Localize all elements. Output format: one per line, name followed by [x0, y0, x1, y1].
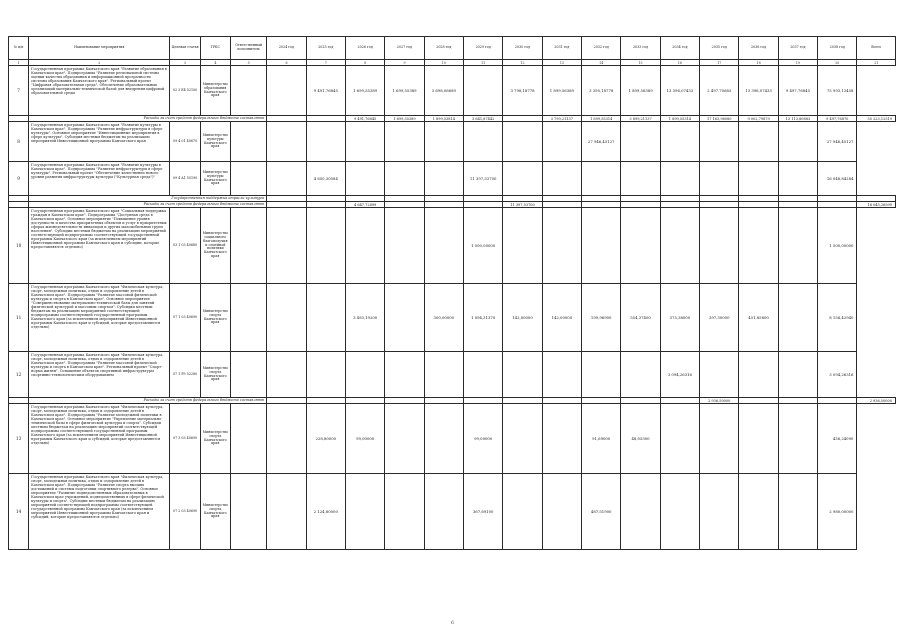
- value-cell: [542, 122, 581, 162]
- value-cell: [230, 474, 266, 550]
- value-cell: 13 113,80883: [778, 116, 817, 122]
- row-number-cell: 12: [9, 352, 29, 398]
- value-cell: 1 899,56389: [542, 66, 581, 116]
- table-row: [9, 404, 896, 474]
- value-cell: [778, 284, 817, 352]
- value-cell: [660, 162, 699, 196]
- subtotal-label: Расходы за счет средств федерального бюджета составляют: [29, 116, 267, 122]
- column-number-cell: 6: [267, 60, 306, 66]
- column-number-cell: 1: [9, 60, 29, 66]
- table-body: [9, 66, 896, 550]
- header-cell: 2037 год: [778, 37, 817, 60]
- value-cell: [424, 122, 463, 162]
- value-cell: [385, 162, 424, 196]
- value-cell: [542, 404, 581, 474]
- row-number-cell: 11: [9, 284, 29, 352]
- page-number: 6: [450, 620, 455, 626]
- header-cell: 2038 год: [818, 37, 857, 60]
- value-cell: [778, 208, 817, 284]
- value-cell: [306, 208, 345, 284]
- measure-name-cell: Государственная программа Камчатского края "Физическая культура, спорт, молодежная политика, отдых и оздоровление детей в Камчатском крае". Подпрограмма "Развитие массовой физической культуры и спорта в Камчатском крае". Основное мероприятие "Совершенствование материально-технической базы для занятий физической культурой и массовым спортом". Субсидии местным бюджетам на реализацию мероприятий соответствующей подпрограммы соответствующей государственной программы Камчатского края (за исключением мероприятий Инвестиционной программы Камчатского края и субсидий, которые предоставляются отдельно): [29, 284, 170, 352]
- header-cell: 2033 год: [621, 37, 660, 60]
- value-cell: [424, 352, 463, 398]
- measure-name-cell: Государственная программа Камчатского края "Развитие культуры в Камчатском крае". Подпрограмма "Развитие инфраструктуры в сфере культуры". Региональный проект "Обеспечение качественно нового уровня развития инфраструктуры культуры ("Культурная среда")": [29, 162, 170, 196]
- value-cell: 91,69000: [582, 404, 621, 474]
- value-cell: [503, 474, 542, 550]
- value-cell: 4 650,30584: [306, 162, 345, 196]
- header-cell: Ответственный исполнитель: [230, 37, 266, 60]
- value-cell: [464, 66, 503, 116]
- target-article-cell: 07 1 03 40690: [170, 284, 200, 352]
- value-cell: 13 396,07433: [739, 66, 778, 116]
- column-number-cell: 2: [29, 60, 170, 66]
- target-article-cell: 02 3 E4 52100: [170, 66, 200, 116]
- value-cell: 11 397,53700: [464, 162, 503, 196]
- total-cell: 27 946,45127: [818, 122, 857, 162]
- total-cell: 3 094,26316: [818, 352, 857, 398]
- row-number-cell: 14: [9, 474, 29, 550]
- value-cell: [700, 208, 739, 284]
- header-cell: 2035 год: [700, 37, 739, 60]
- value-cell: 1 500,00000: [464, 208, 503, 284]
- grbs-cell: Министерство культуры Камчатского края: [200, 162, 230, 196]
- total-cell: 75 993,13458: [818, 66, 857, 116]
- column-number-cell: 13: [542, 60, 581, 66]
- header-cell: 2036 год: [739, 37, 778, 60]
- header-cell: 2027 год: [385, 37, 424, 60]
- value-cell: 3 899,21137: [621, 116, 660, 122]
- value-cell: [464, 122, 503, 162]
- target-article-cell: 09 4 A1 55190: [170, 162, 200, 196]
- value-cell: [230, 66, 266, 116]
- value-cell: [582, 352, 621, 398]
- value-cell: 397,30000: [700, 284, 739, 352]
- value-cell: [385, 208, 424, 284]
- table-header-row: [9, 37, 896, 60]
- value-cell: [306, 284, 345, 352]
- column-number-cell: 4: [200, 60, 230, 66]
- value-cell: [267, 284, 306, 352]
- table-row: [9, 284, 896, 352]
- value-cell: [230, 352, 266, 398]
- value-cell: 1 699,55389: [385, 116, 424, 122]
- value-cell: [267, 122, 306, 162]
- row-number-cell: 8: [9, 122, 29, 162]
- column-number-cell: 18: [739, 60, 778, 66]
- column-number-cell: 17: [700, 60, 739, 66]
- header-cell: 2030 год: [503, 37, 542, 60]
- value-cell: 199,96900: [582, 284, 621, 352]
- total-cell: 2 980,00000: [818, 474, 857, 550]
- value-cell: [230, 122, 266, 162]
- value-cell: [385, 284, 424, 352]
- value-cell: 2 497,70683: [700, 66, 739, 116]
- table-row: [9, 66, 896, 116]
- value-cell: 3 798,18778: [503, 66, 542, 116]
- value-cell: [267, 474, 306, 550]
- value-cell: 9 497,76845: [778, 66, 817, 116]
- value-cell: 3 641,87442: [464, 116, 503, 122]
- value-cell: [267, 208, 306, 284]
- column-number-cell: 16: [660, 60, 699, 66]
- value-cell: 9 002,79879: [739, 116, 778, 122]
- value-cell: 554,37400: [621, 284, 660, 352]
- header-cell: 2034 год: [660, 37, 699, 60]
- value-cell: 228,80000: [306, 404, 345, 474]
- total-cell: 16 048,84284: [818, 162, 857, 196]
- value-cell: [503, 352, 542, 398]
- value-cell: 451,85800: [739, 284, 778, 352]
- value-cell: [582, 208, 621, 284]
- subtotal-label: Расходы за счет средств федерального бюджета составляют: [29, 202, 267, 208]
- column-number-cell: 9: [385, 60, 424, 66]
- row-number-cell: 9: [9, 162, 29, 196]
- value-cell: [503, 208, 542, 284]
- total-cell: 55 223,12519: [857, 116, 896, 122]
- value-cell: [345, 122, 384, 162]
- value-cell: 142,00000: [542, 284, 581, 352]
- value-cell: [660, 122, 699, 162]
- value-cell: [660, 474, 699, 550]
- value-cell: 3 493,19200: [345, 284, 384, 352]
- value-cell: [621, 352, 660, 398]
- value-cell: 367,69100: [464, 474, 503, 550]
- value-cell: [778, 404, 817, 474]
- value-cell: 9 497,76870: [818, 116, 857, 122]
- value-cell: [621, 162, 660, 196]
- value-cell: [503, 122, 542, 162]
- target-article-cell: 07 2 03 40690: [170, 474, 200, 550]
- header-cell: 2024 год: [267, 37, 306, 60]
- value-cell: 1 094,31370: [464, 284, 503, 352]
- target-article-cell: 03 1 03 40680: [170, 208, 200, 284]
- value-cell: 142,00000: [503, 284, 542, 352]
- value-cell: [267, 66, 306, 116]
- table-row: [9, 474, 896, 550]
- value-cell: 1 699,55389: [385, 66, 424, 116]
- table-row: [9, 352, 896, 398]
- value-cell: 3 799,21137: [542, 116, 581, 122]
- measure-name-cell: Государственная программа Камчатского края "Физическая культура, спорт, молодежная политика, отдых и оздоровление детей в Камчатском крае". Подпрограмма "Развитие спорта высших достижений и системы подготовки спортивного резерва". Основное мероприятие "Развитие подведомственных образовательных в Камчатском крае учреждений, подведомственных в сфере физической культуры и спорта". Субсидии местным бюджетам на реализацию мероприятий соответствующей подпрограммы соответствующей государственной программы Камчатского края (за исключением мероприятий Инвестиционной программы Камчатского края и субсидий, которые предоставляются отдельно): [29, 474, 170, 550]
- value-cell: 2 124,80000: [306, 474, 345, 550]
- value-cell: [345, 162, 384, 196]
- value-cell: [542, 474, 581, 550]
- grbs-cell: Министерство спорта Камчатского края: [200, 352, 230, 398]
- header-cell: Наименование мероприятия: [29, 37, 170, 60]
- value-cell: [778, 474, 817, 550]
- value-cell: [660, 404, 699, 474]
- column-number-cell: 19: [778, 60, 817, 66]
- value-cell: 1 899,56389: [621, 66, 660, 116]
- column-number-cell: 10: [424, 60, 463, 66]
- value-cell: [424, 162, 463, 196]
- value-cell: [739, 208, 778, 284]
- row-number-cell: 13: [9, 404, 29, 474]
- value-cell: [345, 352, 384, 398]
- column-number-cell: 8: [345, 60, 384, 66]
- grbs-cell: Министерство социального благополучия и семейной политики Камчатского края: [200, 208, 230, 284]
- header-cell: Целевая статья: [170, 37, 200, 60]
- value-cell: [230, 404, 266, 474]
- header-cell: ГРБС: [200, 37, 230, 60]
- value-cell: [542, 208, 581, 284]
- table-row: [9, 208, 896, 284]
- value-cell: 487,51900: [582, 474, 621, 550]
- value-cell: [230, 284, 266, 352]
- value-cell: [739, 122, 778, 162]
- header-cell: 2029 год: [464, 37, 503, 60]
- value-cell: [267, 404, 306, 474]
- value-cell: [700, 162, 739, 196]
- measure-name-cell: Государственная программа Камчатского края "Развитие образования в Камчатском крае". Подпрограмма "Развитие региональной системы оценки качества образования и информационной прозрачности системы образования Камчатского края". Региональный проект "Цифровая образовательная среда". Обеспечение образовательных организаций материально-технической базой для внедрения цифровой образовательной среды: [29, 66, 170, 116]
- value-cell: [385, 122, 424, 162]
- value-cell: 3 698,06689: [424, 66, 463, 116]
- value-cell: [660, 208, 699, 284]
- grbs-cell: Министерство культуры Камчатского края: [200, 122, 230, 162]
- subtotal-label: Расходы за счет средств федерального бюджета составляют: [29, 398, 267, 404]
- grbs-cell: Министерство спорта Камчатского края: [200, 474, 230, 550]
- header-cell: 2028 год: [424, 37, 463, 60]
- value-cell: [267, 162, 306, 196]
- column-number-cell: 20: [818, 60, 857, 66]
- target-article-cell: 07 1 P5 52280: [170, 352, 200, 398]
- column-number-cell: 21: [857, 60, 896, 66]
- value-cell: [306, 122, 345, 162]
- value-cell: [700, 404, 739, 474]
- value-cell: [621, 474, 660, 550]
- header-cell: № п/п: [9, 37, 29, 60]
- value-cell: 300,00000: [424, 284, 463, 352]
- header-cell: 2032 год: [582, 37, 621, 60]
- value-cell: 1 899,53814: [424, 116, 463, 122]
- header-cell: Всего: [857, 37, 896, 60]
- column-number-cell: 3: [170, 60, 200, 66]
- total-cell: 8 156,42940: [818, 284, 857, 352]
- value-cell: 375,38000: [660, 284, 699, 352]
- header-cell: 2031 год: [542, 37, 581, 60]
- value-cell: [739, 404, 778, 474]
- value-cell: [778, 122, 817, 162]
- value-cell: 9 491,76845: [306, 66, 345, 116]
- value-cell: [542, 162, 581, 196]
- total-cell: 436,24090: [818, 404, 857, 474]
- grbs-cell: Министерство образования Камчатского края: [200, 66, 230, 116]
- header-cell: 2025 год: [306, 37, 345, 60]
- measure-name-cell: Государственная программа Камчатского края "Физическая культура, спорт, молодежная политика, отдых и оздоровление детей в Камчатском крае". Подпрограмма "Развитие молодежной политики в Камчатском крае". Основное мероприятие "Укрепление материально-технической базы в сфере физической культуры и спорта". Субсидии местным бюджетам на реализацию мероприятий соответствующей подпрограммы соответствующей государственной программы Камчатского края (за исключением мероприятий Инвестиционной программы Камчатского края и субсидий, которые предоставляются отдельно): [29, 404, 170, 474]
- value-cell: [424, 404, 463, 474]
- value-cell: [385, 474, 424, 550]
- value-cell: [621, 122, 660, 162]
- value-cell: [739, 162, 778, 196]
- value-cell: 27 946,45127: [582, 122, 621, 162]
- table-row: [9, 162, 896, 196]
- value-cell: 1 899,55314: [660, 116, 699, 122]
- value-cell: 3 395,18778: [582, 66, 621, 116]
- value-cell: 13 396,07433: [660, 66, 699, 116]
- table-row: [9, 122, 896, 162]
- column-number-cell: 7: [306, 60, 345, 66]
- value-cell: 48,05300: [621, 404, 660, 474]
- value-cell: [778, 352, 817, 398]
- value-cell: [345, 208, 384, 284]
- total-cell: 16 045,26599: [857, 202, 896, 208]
- value-cell: [345, 474, 384, 550]
- value-cell: 1 899,55314: [582, 116, 621, 122]
- value-cell: [542, 352, 581, 398]
- value-cell: [306, 352, 345, 398]
- measure-name-cell: Государственная программа Камчатского края "Физическая культура, спорт, молодежная политика, отдых и оздоровление детей в Камчатском крае". Подпрограмма "Развитие массовой физической культуры и спорта в Камчатском крае". Региональный проект "Спорт-норма жизни". Оснащение объектов спортивной инфраструктуры спортивно-технологическим оборудованием: [29, 352, 170, 398]
- value-cell: [230, 208, 266, 284]
- value-cell: [230, 162, 266, 196]
- value-cell: [700, 474, 739, 550]
- value-cell: 2 936,50000: [700, 398, 739, 404]
- value-cell: [464, 352, 503, 398]
- column-number-cell: 5: [230, 60, 266, 66]
- value-cell: [621, 208, 660, 284]
- value-cell: [778, 162, 817, 196]
- column-number-cell: 14: [582, 60, 621, 66]
- column-number-cell: 12: [503, 60, 542, 66]
- target-article-cell: 09 4 01 40670: [170, 122, 200, 162]
- column-number-cell: 11: [464, 60, 503, 66]
- value-cell: [424, 208, 463, 284]
- program-table: [8, 36, 896, 550]
- target-article-cell: 07 3 03 40690: [170, 404, 200, 474]
- value-cell: 3 094,26316: [660, 352, 699, 398]
- measure-name-cell: Государственная программа Камчатского края "Социальная поддержка граждан в Камчатском крае". Подпрограмма "Доступная среда в Камчатском крае". Основное мероприятие "Повышение уровня доступности и качества приоритетных объектов и услуг в приоритетных сферах жизнедеятельности инвалидов и других маломобильных групп населения". Субсидии местным бюджетам на реализацию мероприятий соответствующей подпрограммы соответствующей государственной программы Камчатского края (за исключением мероприятий Инвестиционной программы Камчатского края и субсидии, которые предоставляются отдельно): [29, 208, 170, 284]
- value-cell: [267, 352, 306, 398]
- row-number-cell: 10: [9, 208, 29, 284]
- value-cell: 9 491,76845: [345, 116, 384, 122]
- value-cell: [700, 122, 739, 162]
- total-cell: 1 500,00000: [818, 208, 857, 284]
- measure-name-cell: Государственная программа Камчатского края "Развитие культуры в Камчатском крае". Подпрограмма "Развитие инфраструктуры в сфере культуры". Основное мероприятие "Инвестиционные мероприятия в сфере культуры". Субсидия местным бюджетам на реализацию мероприятий Инвестиционной программы Камчатского края: [29, 122, 170, 162]
- value-cell: [739, 474, 778, 550]
- value-cell: [700, 352, 739, 398]
- value-cell: [385, 404, 424, 474]
- row-number-cell: 7: [9, 66, 29, 116]
- value-cell: [424, 474, 463, 550]
- value-cell: 99,00000: [464, 404, 503, 474]
- value-cell: 11 397,53700: [503, 202, 542, 208]
- value-cell: 99,00000: [345, 404, 384, 474]
- value-cell: 17 163,96080: [700, 116, 739, 122]
- value-cell: [385, 352, 424, 398]
- subtotal-label: Государственная поддержка отрасли культуры: [29, 196, 267, 202]
- value-cell: [582, 162, 621, 196]
- grbs-cell: Министерство спорта Камчатского края: [200, 404, 230, 474]
- value-cell: [739, 352, 778, 398]
- value-cell: [503, 162, 542, 196]
- grbs-cell: Министерство спорта Камчатского края: [200, 284, 230, 352]
- value-cell: [503, 404, 542, 474]
- value-cell: 1 699,55389: [345, 66, 384, 116]
- value-cell: 4 647,72899: [345, 202, 384, 208]
- header-cell: 2026 год: [345, 37, 384, 60]
- column-number-cell: 15: [621, 60, 660, 66]
- total-cell: 2 936,50000: [857, 398, 896, 404]
